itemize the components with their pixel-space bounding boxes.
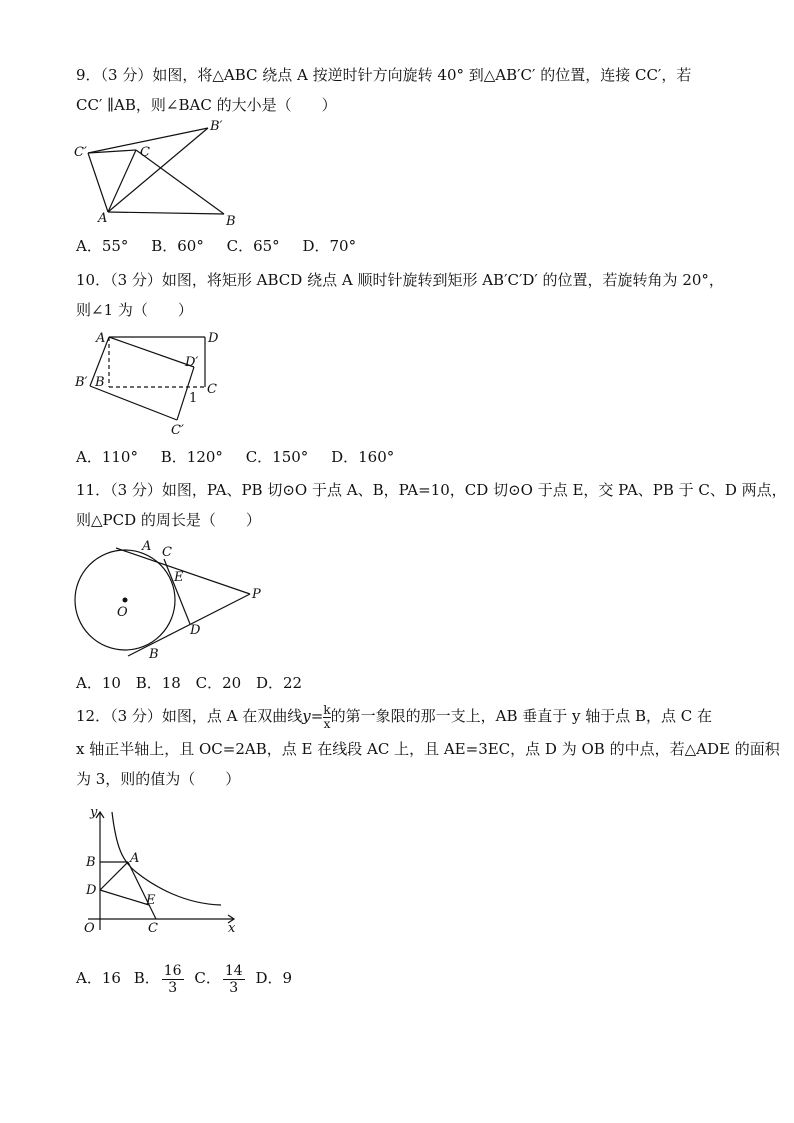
q10-text-line1: 10．（3 分）如图，将矩形 ABCD 绕点 A 顺时针旋转到矩形 AB′C′D′ 的位置，若旋转角为 20°， (76, 271, 724, 289)
q10-option-a[interactable]: A．110° (76, 448, 138, 466)
q12-option-b-prefix: B． (133, 969, 160, 987)
q12-option-b-denominator: 3 (168, 979, 178, 996)
q12-text-line2: x 轴正半轴上，且 OC=2AB，点 E 在线段 AC 上，且 AE=3EC，点 D 为 OB 的中点，若△ADE 的面积 (76, 740, 780, 758)
q12-fraction-k: k (323, 702, 331, 717)
q12-figure-svg (76, 806, 246, 936)
q12-segment-da (100, 862, 128, 890)
q9-label-cprime: C′ (74, 145, 87, 160)
q10-figure (72, 328, 232, 440)
q9-label-bprime: B′ (210, 119, 223, 134)
q12-hyperbola (112, 812, 221, 905)
q12-figure (76, 806, 246, 936)
q10-label-cprime: C′ (171, 423, 184, 438)
q11-option-a[interactable]: A．10 (76, 674, 121, 692)
q11-label-p: P (252, 587, 261, 602)
q10-side-adprime (109, 337, 194, 367)
q11-figure-svg (72, 536, 272, 662)
question-12 (76, 698, 780, 794)
q12-segment-ac (128, 862, 156, 919)
q12-option-b-fraction (162, 963, 184, 996)
q10-option-c[interactable]: C．150° (245, 448, 309, 466)
q11-option-d[interactable]: D．22 (255, 674, 303, 692)
q12-label-c: C (148, 921, 158, 936)
q11-tangent-pb (128, 594, 250, 656)
q11-text-line2: 则△PCD 的周长是（ ） (76, 511, 261, 529)
q10-text-line2: 则∠1 为（ ） (76, 301, 193, 319)
q10-label-bprime: B′ (75, 375, 88, 390)
q12-text-line3: 为 3，则的值为（ ） (76, 770, 241, 788)
q10-figure-svg (72, 328, 232, 440)
q9-options (76, 235, 374, 256)
q10-side-bprime-cprime (90, 386, 177, 420)
q11-option-b[interactable]: B．18 (135, 674, 181, 692)
q11-label-a: A (142, 539, 152, 554)
q12-eq-y: y= (302, 707, 324, 725)
q9-text-line2: CC′ ∥AB，则∠BAC 的大小是（ ） (76, 96, 337, 114)
q11-options (76, 672, 312, 693)
q10-label-a: A (96, 331, 106, 346)
q9-option-a[interactable]: A．55° (76, 237, 129, 255)
q12-fraction-k-over-x (323, 704, 330, 731)
q12-option-d[interactable]: D．9 (255, 969, 293, 987)
q9-segment-cprime-a (88, 153, 108, 212)
q12-option-c-denominator: 3 (229, 979, 239, 996)
q12-label-o: O (84, 921, 95, 936)
q9-option-d[interactable]: D．70° (302, 237, 357, 255)
q10-label-d: D (208, 331, 219, 346)
q12-text-pre: 12．（3 分）如图，点 A 在双曲线 (76, 707, 303, 725)
q12-label-a: A (130, 851, 140, 866)
q12-label-y: y (90, 805, 98, 820)
q11-figure (72, 536, 272, 662)
q11-label-c: C (162, 545, 172, 560)
q11-center-dot (123, 598, 128, 603)
q12-option-c[interactable] (194, 962, 246, 996)
q10-label-b: B (95, 375, 105, 390)
q10-options (76, 446, 412, 467)
q11-text-line1: 11．（3 分）如图，PA、PB 切⊙O 于点 A、B，PA=10，CD 切⊙O 于点 E，交 PA、PB 于 C、D 两点， (76, 481, 787, 499)
q9-label-b: B (226, 214, 236, 229)
q9-label-c: C (140, 145, 150, 160)
q9-option-c[interactable]: C．65° (226, 237, 280, 255)
q9-segment-a-b (108, 212, 224, 214)
question-11 (76, 475, 787, 535)
q9-label-a: A (98, 211, 108, 226)
q10-label-angle-1: 1 (189, 391, 198, 406)
q9-segment-a-c (108, 150, 136, 212)
q12-option-c-fraction (223, 963, 245, 996)
q9-option-b[interactable]: B．60° (151, 237, 204, 255)
q11-label-d: D (190, 623, 201, 638)
q10-label-c: C (207, 382, 217, 397)
q9-text-line1: 9．（3 分）如图，将△ABC 绕点 A 按逆时针方向旋转 40° 到△AB′C′ 的位置，连接 CC′，若 (76, 66, 692, 84)
q11-label-e: E (174, 570, 184, 585)
q9-figure-svg (70, 118, 240, 230)
q10-option-b[interactable]: B．120° (160, 448, 223, 466)
q9-segment-a-bprime (108, 128, 208, 212)
q12-options (76, 958, 292, 998)
question-9 (76, 60, 726, 120)
q10-label-dprime: D′ (185, 355, 199, 370)
q12-option-a[interactable]: A．16 (76, 969, 121, 987)
q12-label-b: B (86, 855, 96, 870)
q12-text-post: 的第一象限的那一支上，AB 垂直于 y 轴于点 B，点 C 在 (330, 707, 713, 725)
q10-option-d[interactable]: D．160° (331, 448, 395, 466)
q12-option-c-numerator: 14 (224, 962, 243, 979)
q12-option-b-numerator: 16 (163, 962, 182, 979)
q12-option-c-prefix: C． (194, 969, 221, 987)
question-10 (76, 265, 726, 325)
q11-label-o: O (117, 605, 128, 620)
q11-option-c[interactable]: C．20 (195, 674, 242, 692)
q12-label-d: D (86, 883, 97, 898)
q12-text-line1 (76, 698, 726, 734)
q9-figure (70, 118, 240, 230)
q12-fraction-x: x (323, 716, 331, 731)
q12-segment-de (100, 890, 149, 905)
q12-option-b[interactable] (133, 962, 186, 996)
q12-label-x: x (228, 921, 236, 936)
q12-label-e: E (146, 893, 156, 908)
q11-label-b: B (149, 647, 159, 662)
